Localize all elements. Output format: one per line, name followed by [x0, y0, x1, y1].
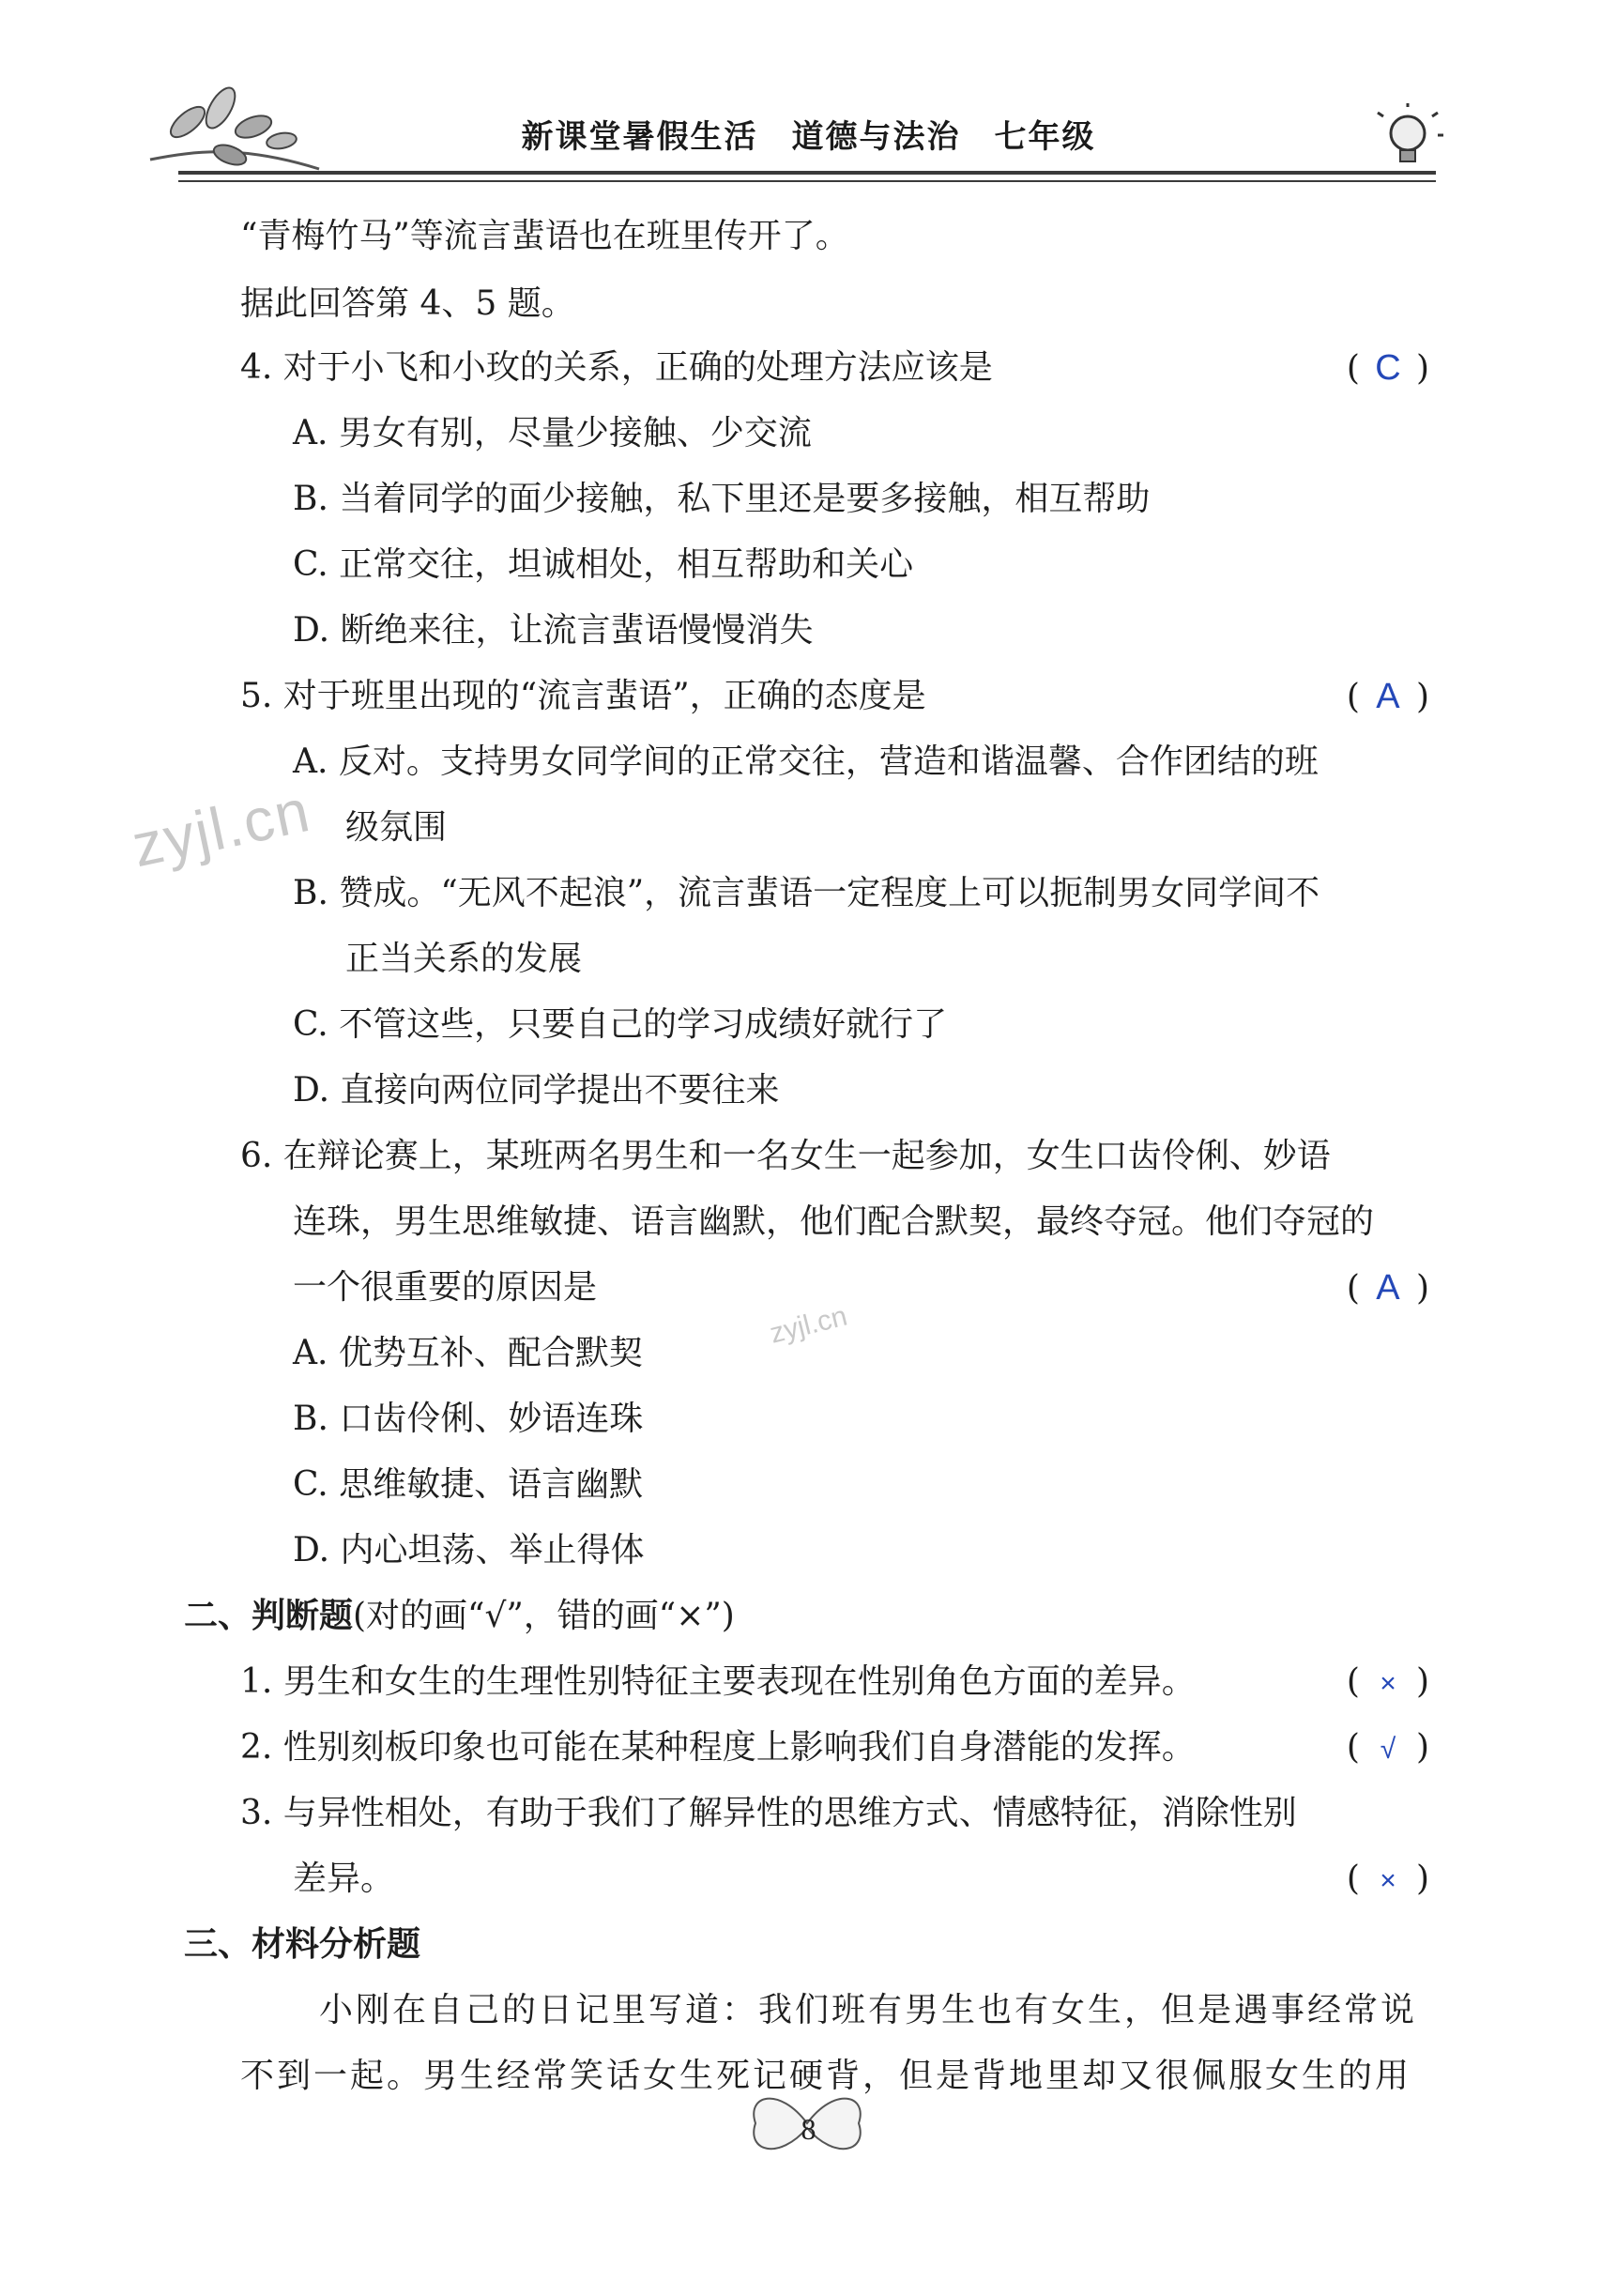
tf-item-3-cont: 差异。	[293, 1860, 395, 1898]
section2-hint: (对的画“√”，错的画“×”)	[353, 1597, 735, 1635]
tf-item-2-answer: ( √ )	[1347, 1725, 1429, 1772]
tf-item-3: 3. 与异性相处，有助于我们了解异性的思维方式、情感特征，消除性别	[240, 1794, 1297, 1832]
intro-line-1: “青梅竹马”等流言蜚语也在班里传开了。	[240, 217, 849, 255]
q5-answer: ( A )	[1347, 674, 1429, 720]
section3-title: 三、材料分析题	[184, 1925, 421, 1964]
watermark: zyjl.cn	[126, 775, 317, 880]
q6-answer-mark: A	[1376, 1268, 1400, 1308]
intro-line-2: 据此回答第 4、5 题。	[240, 284, 575, 323]
q5-option-b-line1: B. 赞成。“无风不起浪”，流言蜚语一定程度上可以扼制男女同学间不	[293, 874, 1320, 912]
q6-option-c: C. 思维敏捷、语言幽默	[293, 1465, 644, 1504]
header-rule	[178, 171, 1436, 175]
section3-paragraph-line1: 小刚在自己的日记里写道：我们班有男生也有女生，但是遇事经常说	[319, 1991, 1418, 2029]
q4-stem: 4. 对于小飞和小玫的关系，正确的处理方法应该是	[240, 348, 993, 387]
q5-option-a-line2: 级氛围	[345, 808, 448, 847]
q4-answer-mark: C	[1375, 348, 1401, 388]
q4-option-d: D. 断绝来往，让流言蜚语慢慢消失	[293, 611, 814, 650]
q5-option-a-line1: A. 反对。支持男女同学间的正常交往，营造和谐温馨、合作团结的班	[293, 742, 1319, 781]
q5-option-b-line2: 正当关系的发展	[345, 940, 583, 978]
q5-stem: 5. 对于班里出现的“流言蜚语”，正确的态度是	[240, 677, 926, 715]
q6-option-a: A. 优势互补、配合默契	[293, 1334, 643, 1372]
q4-option-a: A. 男女有别，尽量少接触、少交流	[293, 414, 812, 452]
q5-option-c: C. 不管这些，只要自己的学习成绩好就行了	[293, 1005, 948, 1044]
q4-option-c: C. 正常交往，坦诚相处，相互帮助和关心	[293, 545, 914, 584]
section3-paragraph-line2: 不到一起。男生经常笑话女生死记硬背，但是背地里却又很佩服女生的用	[240, 2057, 1412, 2095]
q5-answer-mark: A	[1376, 677, 1400, 716]
watermark-small: zyjl.cn	[767, 1300, 850, 1350]
section2-title: 二、判断题	[184, 1597, 354, 1635]
lightbulb-icon	[1370, 103, 1445, 178]
tf-item-1-mark: ×	[1380, 1668, 1396, 1699]
q6-option-d: D. 内心坦荡、举止得体	[293, 1531, 645, 1569]
tf-item-1-answer: ( × )	[1347, 1660, 1429, 1707]
q5-option-d: D. 直接向两位同学提出不要往来	[293, 1071, 780, 1110]
tf-item-2-mark: √	[1380, 1734, 1396, 1765]
tf-item-3-mark: ×	[1380, 1865, 1396, 1896]
tf-item-3-answer: ( × )	[1347, 1857, 1429, 1904]
page-number: 8	[801, 2112, 816, 2146]
q6-stem-line3: 一个很重要的原因是	[293, 1268, 598, 1307]
section2-heading	[184, 1594, 735, 1639]
tf-item-1: 1. 男生和女生的生理性别特征主要表现在性别角色方面的差异。	[240, 1662, 1196, 1701]
header-title: 新课堂暑假生活 道德与法治 七年级	[521, 118, 1096, 156]
header-rule-thin	[178, 180, 1436, 182]
q6-stem-line1: 6. 在辩论赛上，某班两名男生和一名女生一起参加，女生口齿伶俐、妙语	[240, 1137, 1331, 1175]
q6-stem-line2: 连珠，男生思维敏捷、语言幽默，他们配合默契，最终夺冠。他们夺冠的	[293, 1202, 1375, 1241]
q6-option-b: B. 口齿伶俐、妙语连珠	[293, 1400, 644, 1438]
tf-item-2: 2. 性别刻板印象也可能在某种程度上影响我们自身潜能的发挥。	[240, 1728, 1196, 1767]
q4-answer: ( C )	[1347, 345, 1429, 391]
q4-option-b: B. 当着同学的面少接触，私下里还是要多接触，相互帮助	[293, 480, 1151, 518]
q6-answer: ( A )	[1347, 1265, 1429, 1311]
